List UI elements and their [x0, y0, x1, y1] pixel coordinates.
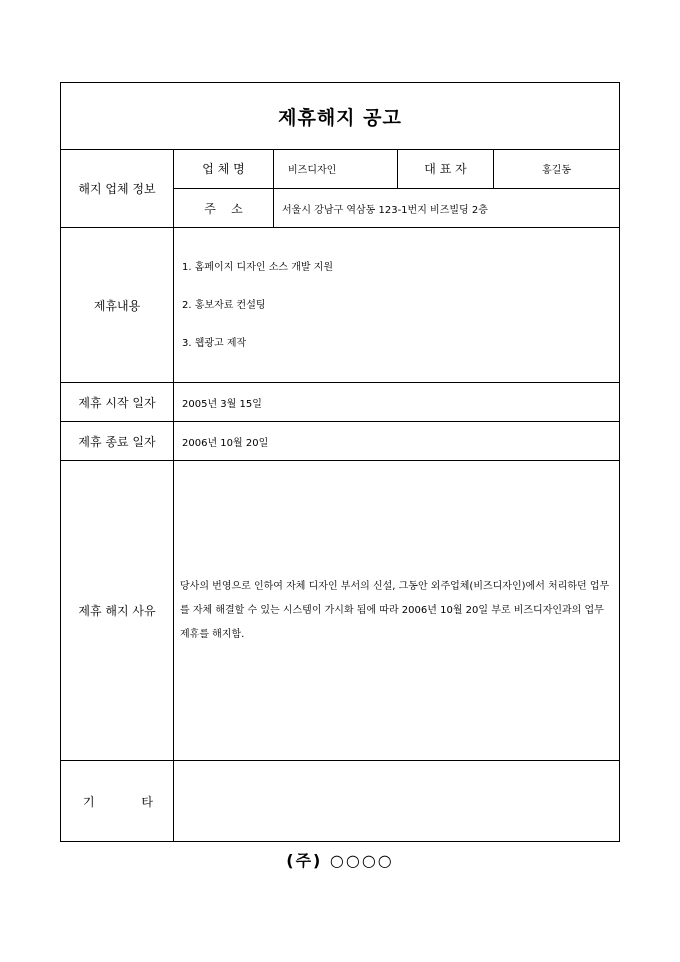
company-signature: (주) ○○○○ — [286, 851, 394, 870]
etc-label-1: 기 — [83, 794, 95, 809]
termination-notice-form — [60, 82, 620, 842]
end-date-value: 2006년 10월 20일 — [173, 421, 619, 460]
etc-label-2: 타 — [141, 794, 153, 809]
start-date-value: 2005년 3월 15일 — [173, 382, 619, 421]
etc-value — [173, 760, 619, 841]
content-item: 1. 홈페이지 디자인 소스 개발 지원 — [182, 262, 334, 273]
reason-text: 당사의 번영으로 인하여 자체 디자인 부서의 신설, 그동안 외주업체(비즈디자인)에서 처리하던 업무를 자체 해결할 수 있는 시스템이 가시화 됨에 따라 2006년 10월 20일 부로 비즈디자인과의 업무제휴를 해지함. — [173, 460, 619, 760]
company-name-value: 비즈디자인 — [273, 149, 397, 188]
content-item: 3. 웹광고 제작 — [182, 338, 247, 349]
address-label: 주 소 — [173, 188, 273, 227]
address-value: 서울시 강남구 역삼동 123-1번지 비즈빌딩 2층 — [273, 188, 619, 227]
representative-label: 대 표 자 — [397, 149, 493, 188]
end-date-label: 제휴 종료 일자 — [61, 421, 173, 460]
company-info-label: 해지 업체 정보 — [78, 181, 156, 196]
page-title: 제휴해지 공고 — [278, 106, 402, 129]
content-item: 2. 홍보자료 컨설팅 — [182, 300, 266, 311]
company-name-label: 업 체 명 — [173, 149, 273, 188]
content-label: 제휴내용 — [61, 227, 173, 382]
representative-value: 홍길동 — [493, 149, 619, 188]
etc-label — [61, 760, 173, 841]
reason-label: 제휴 해지 사유 — [61, 460, 173, 760]
content-list — [173, 227, 619, 382]
start-date-label: 제휴 시작 일자 — [61, 382, 173, 421]
title-row — [61, 83, 619, 150]
